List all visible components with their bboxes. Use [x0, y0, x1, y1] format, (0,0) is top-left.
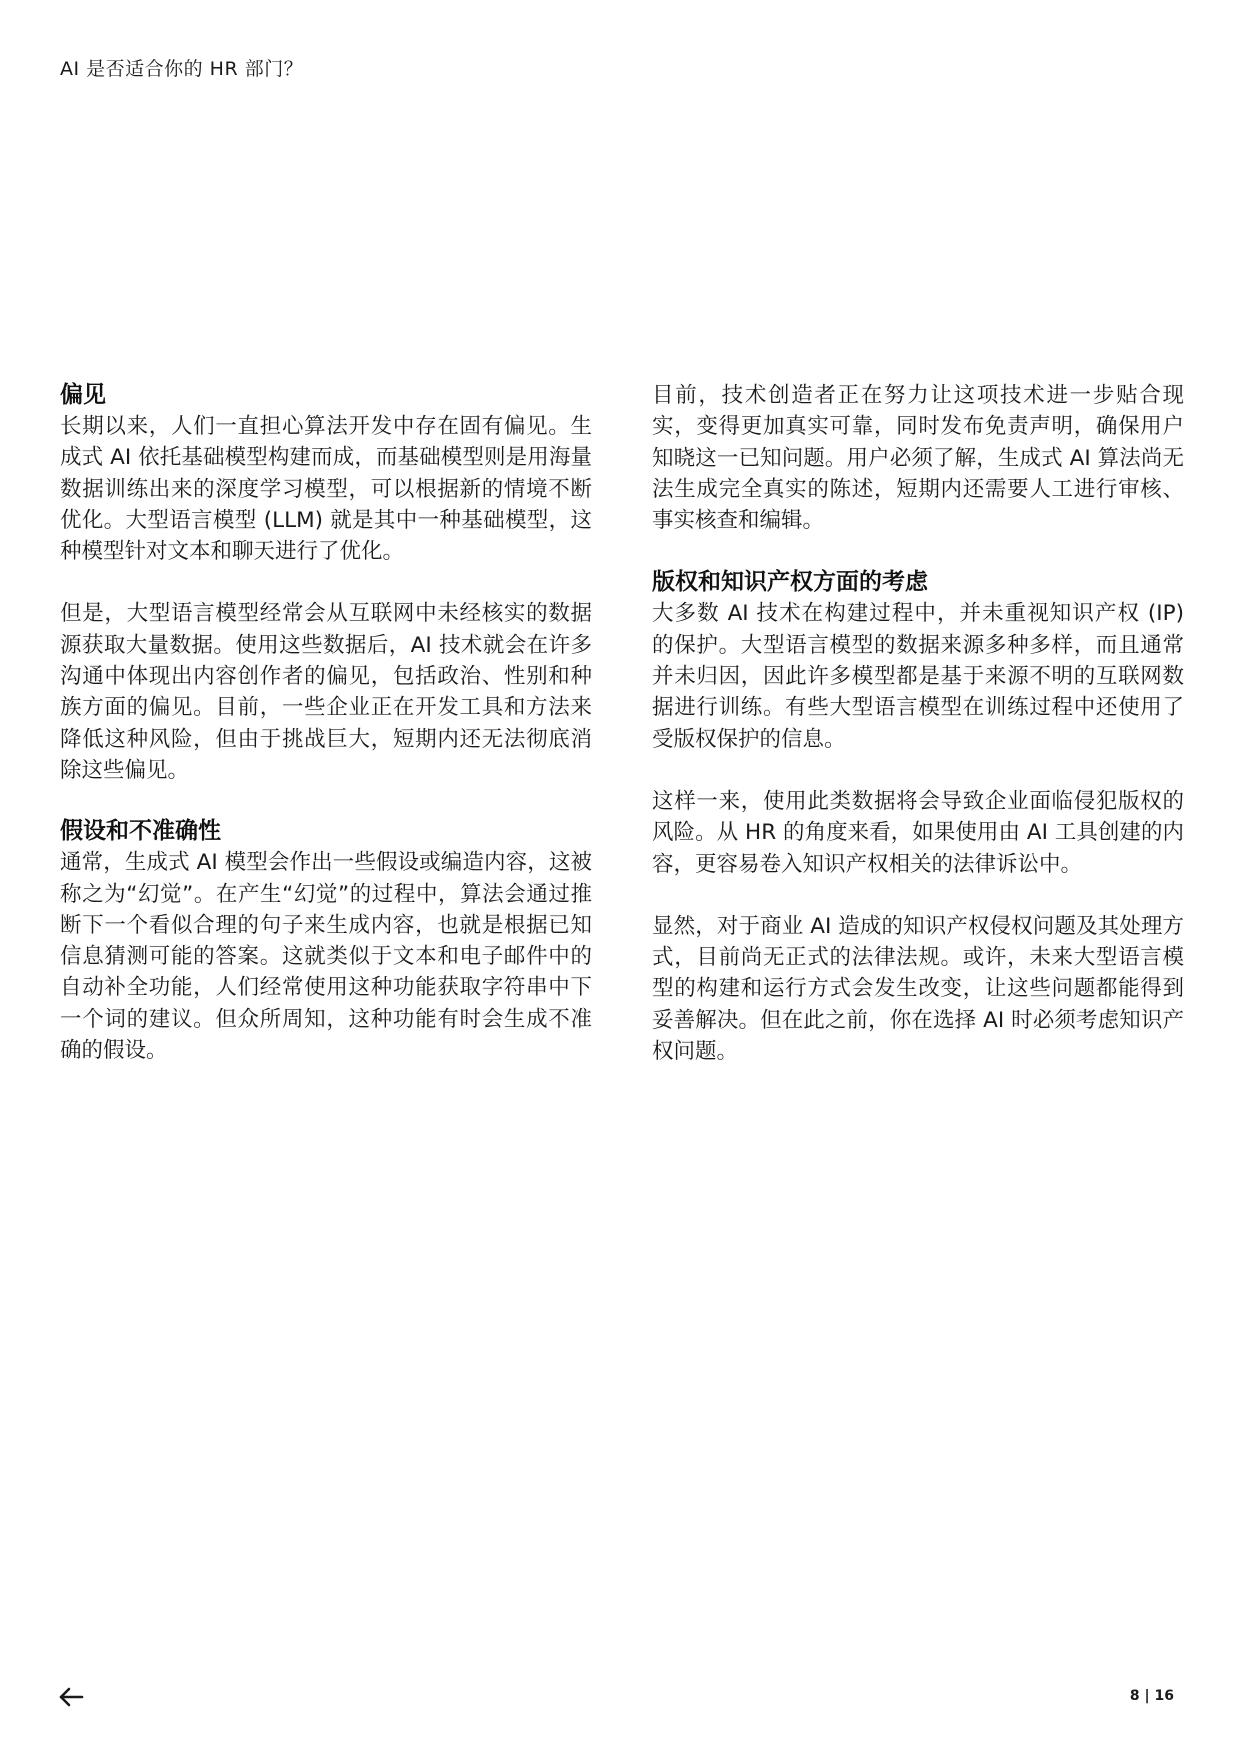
section-copyright: [652, 567, 1184, 1067]
paragraph: 这样一来，使用此类数据将会导致企业面临侵犯版权的风险。从 HR 的角度来看，如果使用由 AI 工具创建的内容，更容易卷入知识产权相关的法律诉讼中。: [652, 788, 1184, 877]
section-heading-bias: 偏见: [60, 382, 106, 408]
section-heading-assumptions: 假设和不准确性: [60, 818, 221, 845]
paragraph: 长期以来，人们一直担心算法开发中存在固有偏见。生成式 AI 依托基础模型构建而成，而基础模型则是用海量数据训练出来的深度学习模型，可以根据新的情境不断优化。大型语言模型 (LLM) 就是其中一种基础模型，这种模型针对文本和聊天进行了优化。: [60, 414, 592, 565]
section-bias: [60, 380, 592, 786]
paragraph: 显然，对于商业 AI 造成的知识产权侵权问题及其处理方式，目前尚无正式的法律法规。或许，未来大型语言模型的构建和运行方式会发生改变，让这些问题都能得到妥善解决。但在此之前，你在选择 AI 时必须考虑知识产权问题。: [652, 913, 1184, 1065]
paragraph: 但是，大型语言模型经常会从互联网中未经核实的数据源获取大量数据。使用这些数据后，AI 技术就会在许多沟通中体现出内容创作者的偏见，包括政治、性别和种族方面的偏见。目前，一些企业正在开发工具和方法来降低这种风险，但由于挑战巨大，短期内还无法彻底消除这些偏见。: [60, 601, 592, 783]
section-heading-copyright: 版权和知识产权方面的考虑: [652, 569, 928, 596]
page-number: 8 | 16: [1129, 1688, 1174, 1704]
arrow-left-icon[interactable]: [58, 1686, 84, 1708]
paragraph: 大多数 AI 技术在构建过程中，并未重视知识产权 (IP) 的保护。大型语言模型的数据来源多种多样，而且通常并未归因，因此许多模型都是基于来源不明的互联网数据进行训练。有些大型语言模型在训练过程中还使用了受版权保护的信息。: [652, 601, 1184, 752]
section-assumptions: [60, 816, 592, 1066]
paragraph: 通常，生成式 AI 模型会作出一些假设或编造内容，这被称之为“幻觉”。在产生“幻觉”的过程中，算法会通过推断下一个看似合理的句子来生成内容，也就是根据已知信息猜测可能的答案。这就类似于文本和电子邮件中的自动补全功能，人们经常使用这种功能获取字符串中下一个词的建议。但众所周知，这种功能有时会生成不准确的假设。: [60, 850, 592, 1064]
running-header: AI 是否适合你的 HR 部门？: [60, 58, 304, 80]
right-column: [652, 380, 1184, 1098]
paragraph: 目前，技术创造者正在努力让这项技术进一步贴合现实，变得更加真实可靠，同时发布免责声明，确保用户知晓这一已知问题。用户必须了解，生成式 AI 算法尚无法生成完全真实的陈述，短期内还需要人工进行审核、事实核查和编辑。: [652, 383, 1184, 534]
left-column: [60, 380, 592, 1096]
section-continuation: [652, 380, 1184, 536]
